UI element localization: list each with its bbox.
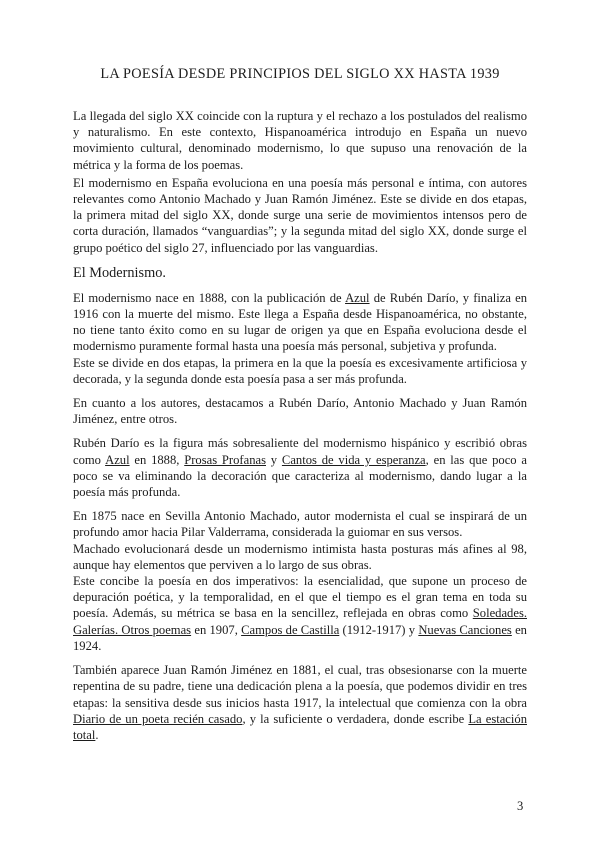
modernismo-paragraph-1 <box>73 290 527 355</box>
document-body <box>73 108 527 743</box>
section-heading-modernismo: El Modernismo. <box>73 264 166 281</box>
jimenez-paragraph <box>73 662 527 743</box>
work-title-estacion-total: La estación total <box>73 711 527 742</box>
machado-paragraph-3 <box>73 573 527 654</box>
intro-paragraph-1: La llegada del siglo XX coincide con la ruptura y el rechazo a los postulados del realismo y naturalismo. En este contexto, Hispanoamérica introdujo en España un nuevo movimiento cultural, denominado modernismo, lo que supuso una renovación de la métrica y la forma de los poemas. <box>73 109 527 172</box>
work-title-campos-de-castilla: Campos de Castilla <box>241 622 340 637</box>
text-run: , en las que poco a poco se va eliminando la decoración que caracteriza al modernismo, dando lugar a la poesía más profunda. <box>73 452 527 500</box>
text-run: de Rubén Darío, y finaliza en 1916 con la muerte del mismo. Este llega a España desde Hispanoamérica, no obstante, no tiene tanto éxito como en su lugar de origen ya que en España evoluciona desde el modernismo puramente formal hasta una poesía más personal, subjetiva y profunda. <box>73 290 528 354</box>
authors-paragraph: En cuanto a los autores, destacamos a Rubén Darío, Antonio Machado y Juan Ramón Jiménez, entre otros. <box>73 396 527 427</box>
page-title: LA POESÍA DESDE PRINCIPIOS DEL SIGLO XX HASTA 1939 <box>100 66 500 82</box>
work-title-soledades: Soledades. Galerías. Otros poemas <box>73 606 527 637</box>
dario-paragraph <box>73 435 527 500</box>
work-title-prosas-profanas: Prosas Profanas <box>184 452 266 467</box>
text-run: (1912-1917) y <box>339 622 419 637</box>
text-run: y <box>266 452 282 467</box>
work-title-nuevas-canciones: Nuevas Canciones <box>418 622 512 637</box>
text-run: en 1907, <box>191 622 242 637</box>
text-run: , y la suficiente o verdadera, donde escribe <box>242 711 469 726</box>
work-title-diario: Diario de un poeta recién casado <box>73 711 243 726</box>
text-run: . <box>95 727 99 742</box>
text-run: El modernismo nace en 1888, con la publicación de <box>73 290 346 305</box>
text-run: Rubén Darío es la figura más sobresaliente del modernismo hispánico y escribió obras como <box>73 436 527 467</box>
text-run: en 1924. <box>73 622 527 653</box>
machado-paragraph-1: En 1875 nace en Sevilla Antonio Machado, autor modernista el cual se inspirará de un profundo amor hacia Pilar Valderrama, considerada la guiomar en sus versos. <box>73 509 527 540</box>
machado-paragraph-2: Machado evolucionará desde un modernismo intimista hasta posturas más afines al 98, aunque hay elementos que perviven a lo largo de sus obras. <box>73 541 527 572</box>
work-title-azul: Azul <box>105 452 130 467</box>
text-run: en 1888, <box>129 452 185 467</box>
work-title-cantos: Cantos de vida y esperanza <box>281 452 426 467</box>
work-title-azul: Azul <box>345 290 370 305</box>
text-run: Este concibe la poesía en dos imperativos: la esencialidad, que supone un proceso de depuración poética, y la temporalidad, en el que el tiempo es el gran tema en toda su poesía. Además, su métrica se basa en la sencillez, reflejada en obras como <box>73 574 527 621</box>
intro-paragraph-2: El modernismo en España evoluciona en una poesía más personal e íntima, con autores relevantes como Antonio Machado y Juan Ramón Jiménez. Este se divide en dos etapas, la primera mitad del siglo XX, donde surge una serie de movimientos intensos pero de corta duración, llamados “vanguardias”; y la segunda mitad del siglo XX, donde surge el grupo poético del siglo 27, influenciado por las vanguardias. <box>73 175 527 255</box>
modernismo-paragraph-2: Este se divide en dos etapas, la primera en la que la poesía es excesivamente artificiosa y decorada, y la segunda donde esta poesía pasa a ser más profunda. <box>73 355 527 386</box>
page-number: 3 <box>517 799 524 813</box>
text-run: También aparece Juan Ramón Jiménez en 1881, el cual, tras obsesionarse con la muerte repentina de su padre, tiene una dedicación plena a la poesía, que podemos dividir en tres etapas: la sensitiva desde sus inicios hasta 1917, la intelectual que comienza con la obra <box>73 663 527 710</box>
